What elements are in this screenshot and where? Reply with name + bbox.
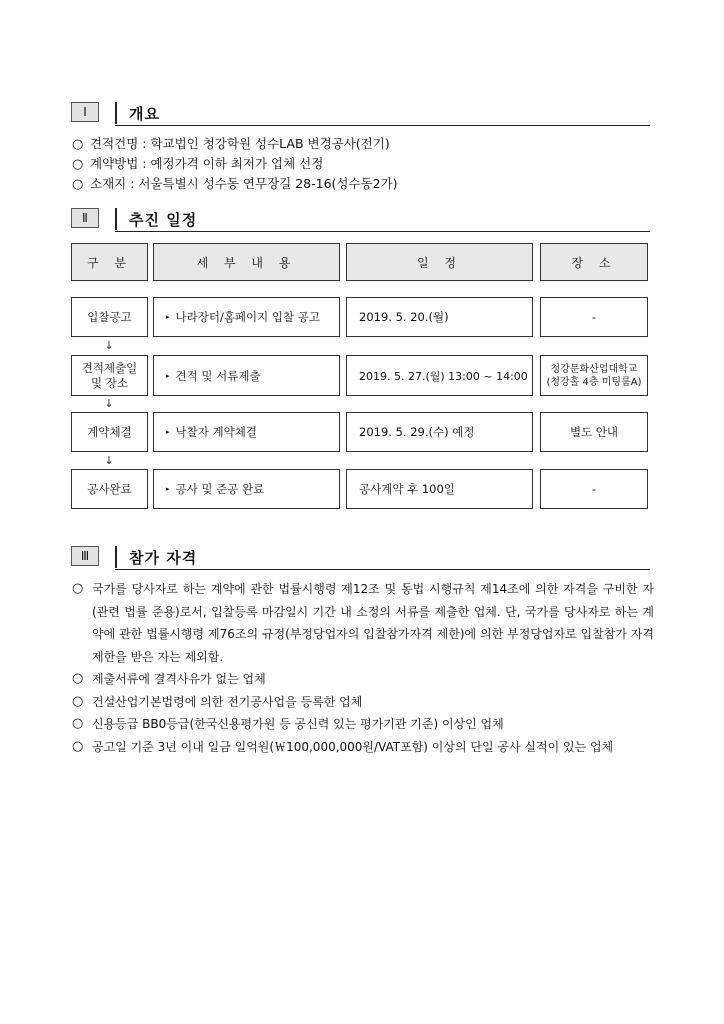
table-row-detail: ▸ 낙찰자 계약체결 <box>153 412 340 452</box>
list-item: ○ 소재지 : 서울특별시 성수동 연무장길 28-16(성수동2가) <box>72 174 652 194</box>
bullet-icon: ○ <box>72 671 84 686</box>
table-row-detail: ▸ 견적 및 서류제출 <box>153 355 340 396</box>
qualification-list <box>72 578 654 758</box>
table-header-place: 장 소 <box>540 243 648 281</box>
table-row-place: 청강문화산업대학교 (청강홀 4층 미팅룸A) <box>540 355 648 396</box>
bullet-icon: ○ <box>72 137 84 152</box>
section-underline <box>115 569 650 570</box>
bullet-icon: ○ <box>72 716 84 731</box>
table-row-category: 공사완료 <box>71 469 148 509</box>
table-row-place: 별도 안내 <box>540 412 648 452</box>
bullet-icon: ○ <box>72 157 84 172</box>
list-item: ○ 견적건명 : 학교법인 청강학원 성수LAB 변경공사(전기) <box>72 134 652 154</box>
table-row-date: 공사계약 후 100일 <box>346 469 533 509</box>
row-marker-icon: ▸ <box>166 428 170 436</box>
section-underline <box>115 125 650 126</box>
bullet-icon: ○ <box>72 177 84 192</box>
section-divider-bar <box>115 102 117 124</box>
list-item: ○ 제출서류에 결격사유가 없는 업체 <box>72 668 654 691</box>
section-underline <box>115 231 650 232</box>
row-marker-icon: ▸ <box>166 371 170 380</box>
table-row-category: 계약체결 <box>71 412 148 452</box>
table-row-date: 2019. 5. 27.(월) 13:00 ~ 14:00 <box>346 355 533 396</box>
flow-arrow-icon: ↓ <box>104 339 114 352</box>
overview-list <box>72 134 652 194</box>
table-header-detail: 세 부 내 용 <box>153 243 340 281</box>
table-row-detail: ▸ 나라장터/홈페이지 입찰 공고 <box>153 297 340 337</box>
list-item: ○ 공고일 기준 3년 이내 일금 일억원(￦100,000,000원/VAT포함) 이상의 단일 공사 실적이 있는 업체 <box>72 736 654 759</box>
table-header-date: 일 정 <box>346 243 533 281</box>
section-header-qualification <box>71 546 650 570</box>
table-row-detail: ▸ 공사 및 준공 완료 <box>153 469 340 509</box>
section-header-schedule <box>71 208 650 232</box>
section-title: 개요 <box>129 105 160 123</box>
flow-arrow-icon: ↓ <box>104 454 114 467</box>
list-item: ○ 국가를 당사자로 하는 계약에 관한 법률시행령 제12조 및 동법 시행규칙 제14조에 의한 자격을 구비한 자(관련 법률 준용)로서, 입찰등록 마감일시 기간 내 소정의 서류를 제출한 업체. 단, 국가를 당사자로 하는 계약에 관한 법률시행령 제76조의 규정(부정당업자의 입찰참가자격 제한)에 의한 부정당업자로 입찰참가 자격제한을 받은 자는 제외함. <box>72 578 654 668</box>
list-item: ○ 건설산업기본법령에 의한 전기공사업을 등록한 업체 <box>72 691 654 714</box>
flow-arrow-icon: ↓ <box>104 397 114 410</box>
section-number: Ⅰ <box>71 102 99 122</box>
row-marker-icon: ▸ <box>166 313 170 321</box>
table-row-date: 2019. 5. 20.(월) <box>346 297 533 337</box>
table-row-category: 입찰공고 <box>71 297 148 337</box>
section-divider-bar <box>115 546 117 568</box>
section-title: 참가 자격 <box>129 549 198 567</box>
section-number: Ⅲ <box>71 546 99 566</box>
table-row-date: 2019. 5. 29.(수) 예정 <box>346 412 533 452</box>
section-divider-bar <box>115 208 117 230</box>
list-item: ○ 계약방법 : 예정가격 이하 최저가 업체 선정 <box>72 154 652 174</box>
table-row-place: - <box>540 469 648 509</box>
section-title: 추진 일정 <box>129 211 198 229</box>
section-header-overview <box>71 102 650 126</box>
bullet-icon: ○ <box>72 581 84 596</box>
bullet-icon: ○ <box>72 738 84 754</box>
list-item: ○ 신용등급 BB0등급(한국신용평가원 등 공신력 있는 평가기관 기준) 이상인 업체 <box>72 713 654 736</box>
table-row-category: 견적제출일 및 장소 <box>71 355 148 396</box>
row-marker-icon: ▸ <box>166 485 170 493</box>
section-number: Ⅱ <box>71 208 99 228</box>
bullet-icon: ○ <box>72 693 84 709</box>
table-header-category: 구 분 <box>71 243 148 281</box>
table-row-place: - <box>540 297 648 337</box>
